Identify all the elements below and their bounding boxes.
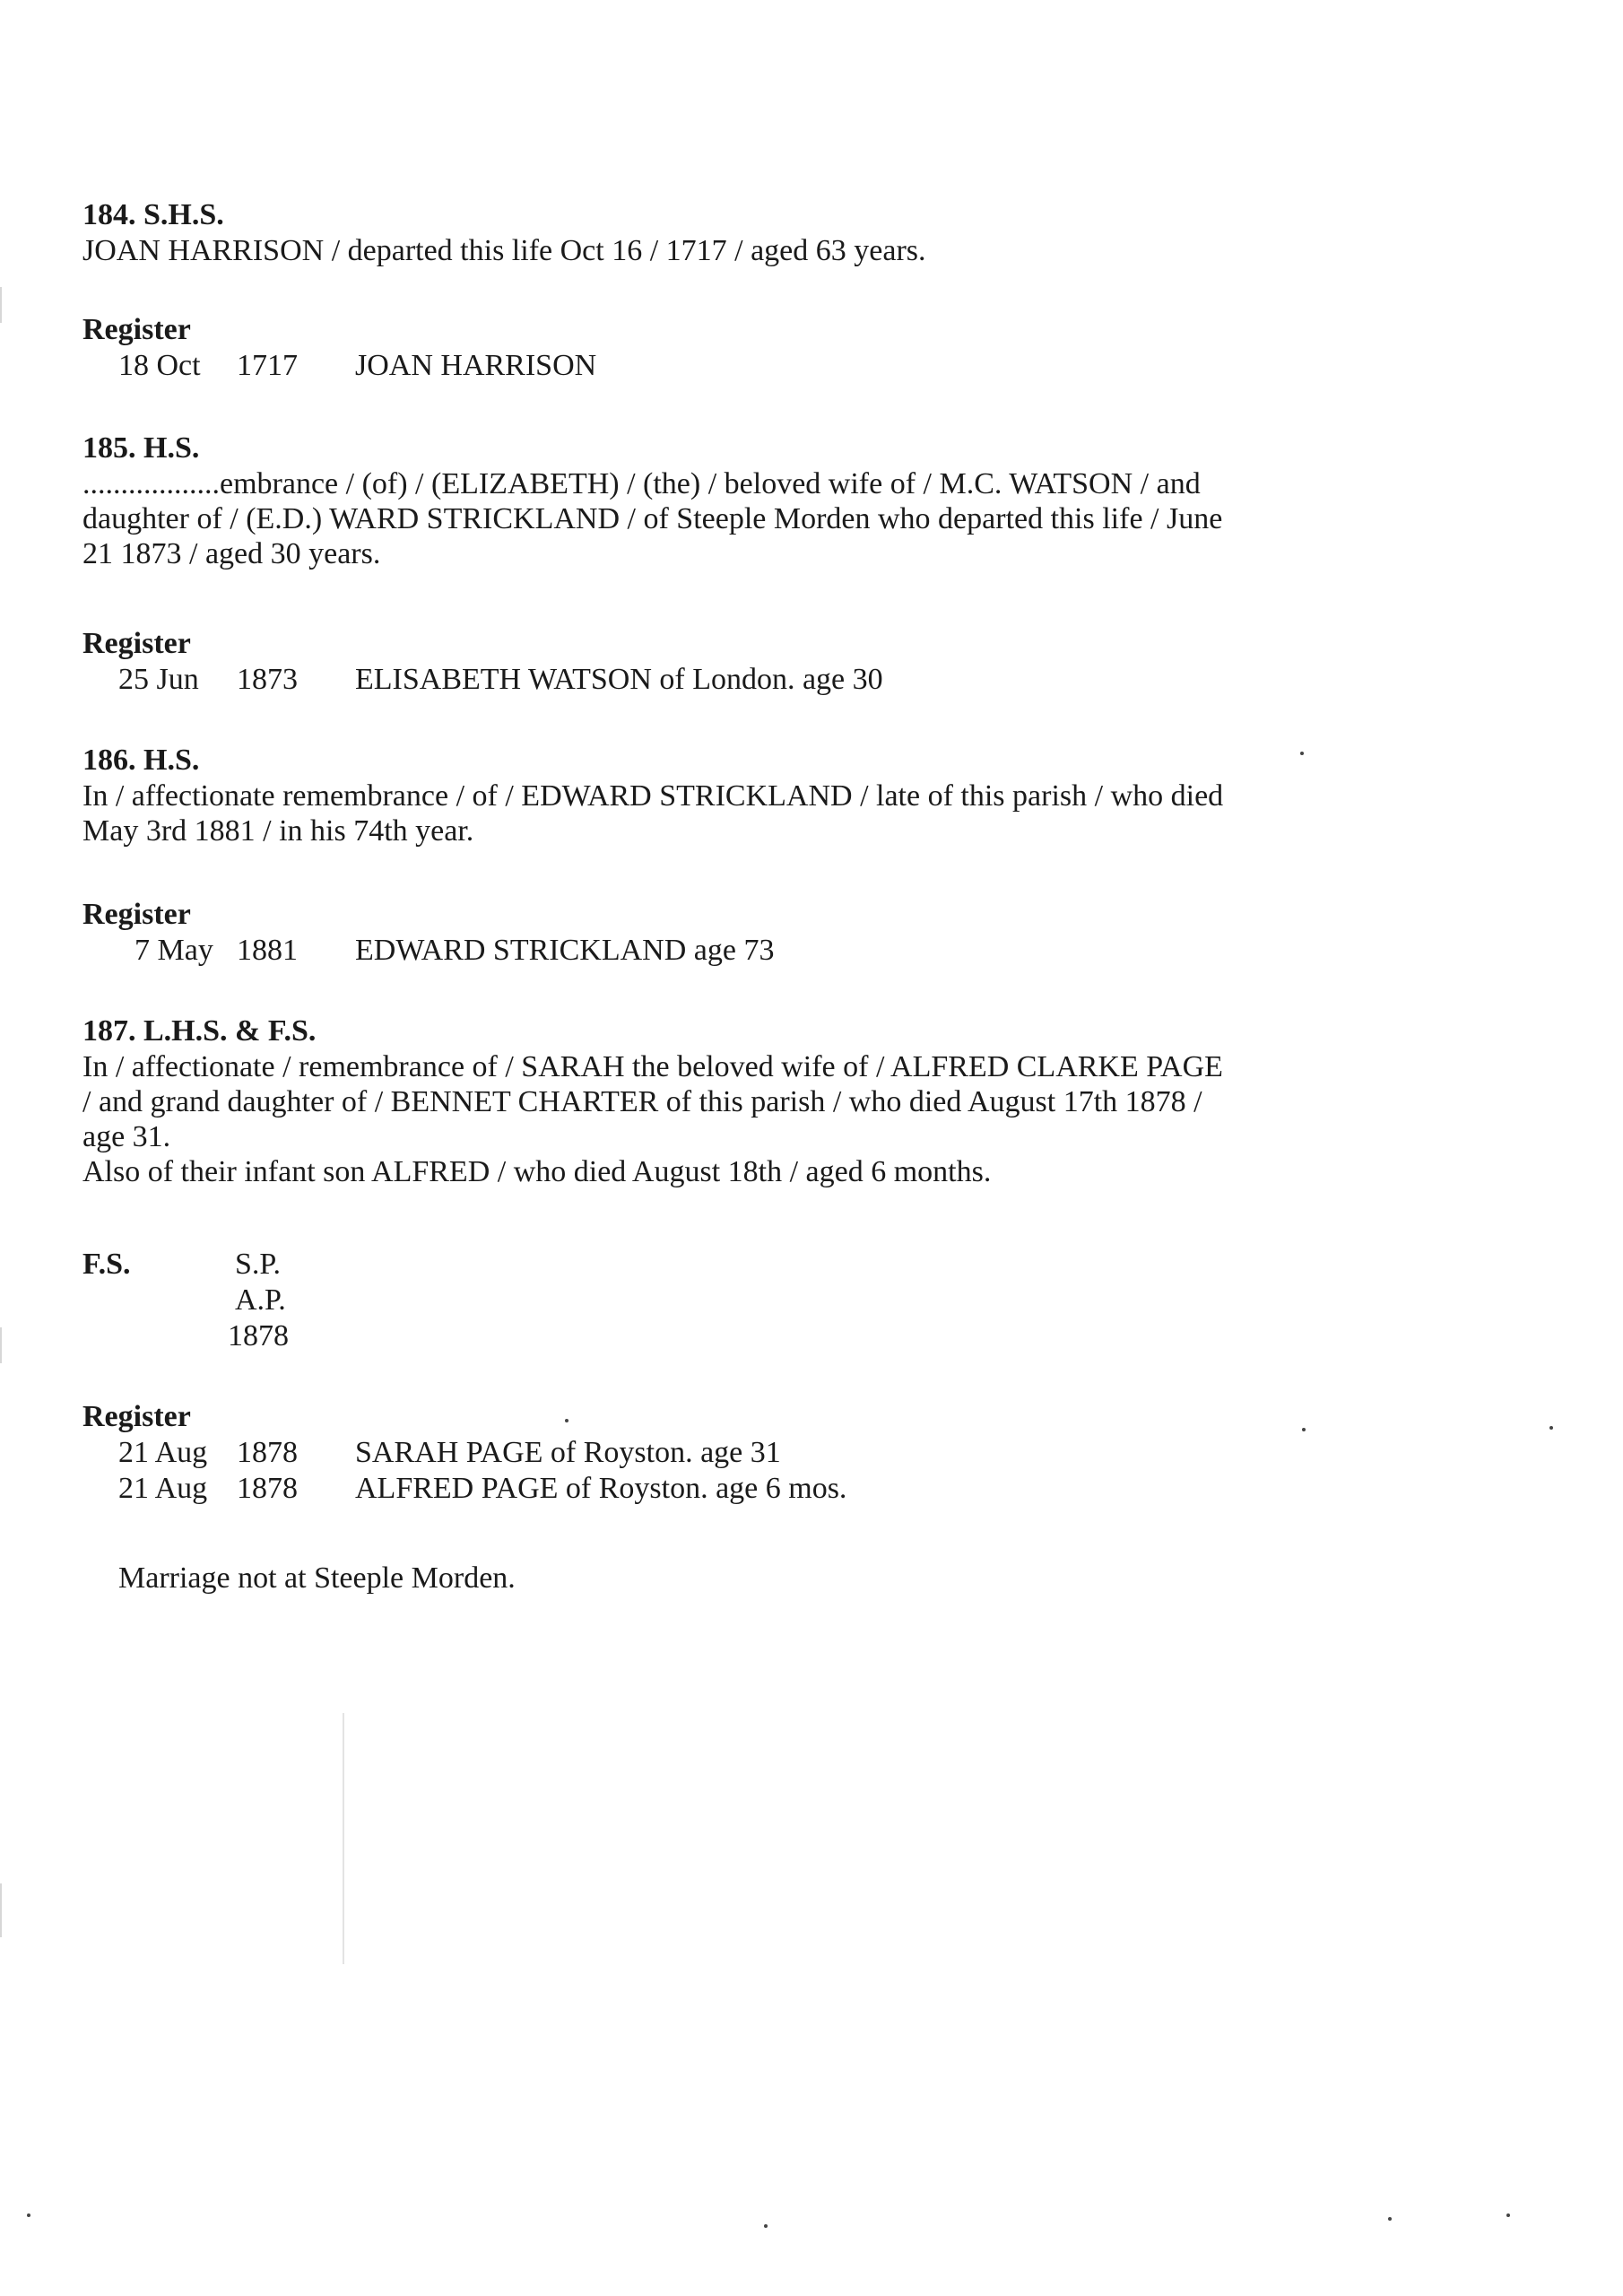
entry-184 [82, 197, 1338, 268]
scan-speck [1300, 752, 1304, 755]
inscription-line: Also of their infant son ALFRED / who died August 18th / aged 6 months. [82, 1155, 992, 1188]
register-year: 1878 [237, 1472, 298, 1505]
register-year: 1881 [237, 934, 298, 967]
register-name: JOAN HARRISON [355, 349, 597, 382]
footstone-block [82, 1247, 441, 1363]
register-name: SARAH PAGE of Royston. age 31 [355, 1436, 781, 1469]
register-label: Register [82, 313, 191, 346]
scan-line [343, 1713, 344, 1964]
scan-edge-mark [0, 1883, 2, 1937]
entry-185 [82, 430, 1338, 571]
register-year: 1873 [237, 663, 298, 696]
scan-speck [565, 1419, 568, 1422]
entry-heading: 187. L.H.S. & F.S. [82, 1014, 317, 1048]
scan-speck [1302, 1428, 1306, 1431]
register-year: 1878 [237, 1436, 298, 1469]
scan-speck [27, 2213, 30, 2217]
register-label: Register [82, 898, 191, 931]
scan-speck [1388, 2217, 1392, 2221]
scan-speck [1506, 2213, 1510, 2217]
scan-speck [764, 2224, 768, 2228]
register-date: 7 May [135, 934, 213, 967]
entry-heading: 185. H.S. [82, 431, 200, 465]
register-row [82, 348, 1338, 384]
marriage-note: Marriage not at Steeple Morden. [118, 1561, 516, 1595]
inscription-line: ..................embrance / (of) / (ELIZABETH) / (the) / beloved wife of / M.C. WATSON / and [82, 467, 1201, 500]
entry-187 [82, 1013, 1338, 1189]
register-186 [82, 897, 1338, 969]
inscription-line: May 3rd 1881 / in his 74th year. [82, 814, 474, 848]
register-185 [82, 626, 1338, 698]
footstone-year: 1878 [228, 1319, 289, 1352]
inscription-line: 21 1873 / aged 30 years. [82, 537, 381, 570]
register-date: 25 Jun [118, 663, 199, 696]
register-label: Register [82, 627, 191, 660]
register-name: ALFRED PAGE of Royston. age 6 mos. [355, 1472, 847, 1505]
inscription-line: age 31. [82, 1120, 171, 1153]
register-date: 21 Aug [118, 1472, 208, 1505]
inscription-line: In / affectionate remembrance / of / EDWARD STRICKLAND / late of this parish / who died [82, 779, 1224, 813]
register-row [82, 1471, 1338, 1507]
register-row [82, 1435, 1338, 1471]
register-187 [82, 1399, 1338, 1507]
scan-edge-mark [0, 1327, 2, 1363]
register-year: 1717 [237, 349, 298, 382]
inscription-line: daughter of / (E.D.) WARD STRICKLAND / of Steeple Morden who departed this life / June [82, 502, 1223, 535]
entry-heading: 184. S.H.S. [82, 198, 224, 231]
register-name: EDWARD STRICKLAND age 73 [355, 934, 775, 967]
inscription-line: / and grand daughter of / BENNET CHARTER of this parish / who died August 17th 1878 / [82, 1085, 1202, 1118]
entry-heading: 186. H.S. [82, 744, 200, 777]
inscription-line: JOAN HARRISON / departed this life Oct 16 / 1717 / aged 63 years. [82, 234, 926, 267]
footstone-label: F.S. [82, 1248, 131, 1281]
footstone-initials: A.P. [235, 1283, 286, 1317]
register-row [82, 933, 1338, 969]
scan-speck [1549, 1426, 1553, 1430]
register-name: ELISABETH WATSON of London. age 30 [355, 663, 883, 696]
scan-edge-mark [0, 287, 2, 323]
register-row [82, 662, 1338, 698]
register-184 [82, 312, 1338, 384]
inscription-line: In / affectionate / remembrance of / SARAH the beloved wife of / ALFRED CLARKE PAGE [82, 1050, 1223, 1083]
footstone-initials: S.P. [235, 1248, 282, 1281]
register-label: Register [82, 1400, 191, 1433]
entry-186 [82, 743, 1338, 848]
register-date: 18 Oct [118, 349, 201, 382]
register-date: 21 Aug [118, 1436, 208, 1469]
